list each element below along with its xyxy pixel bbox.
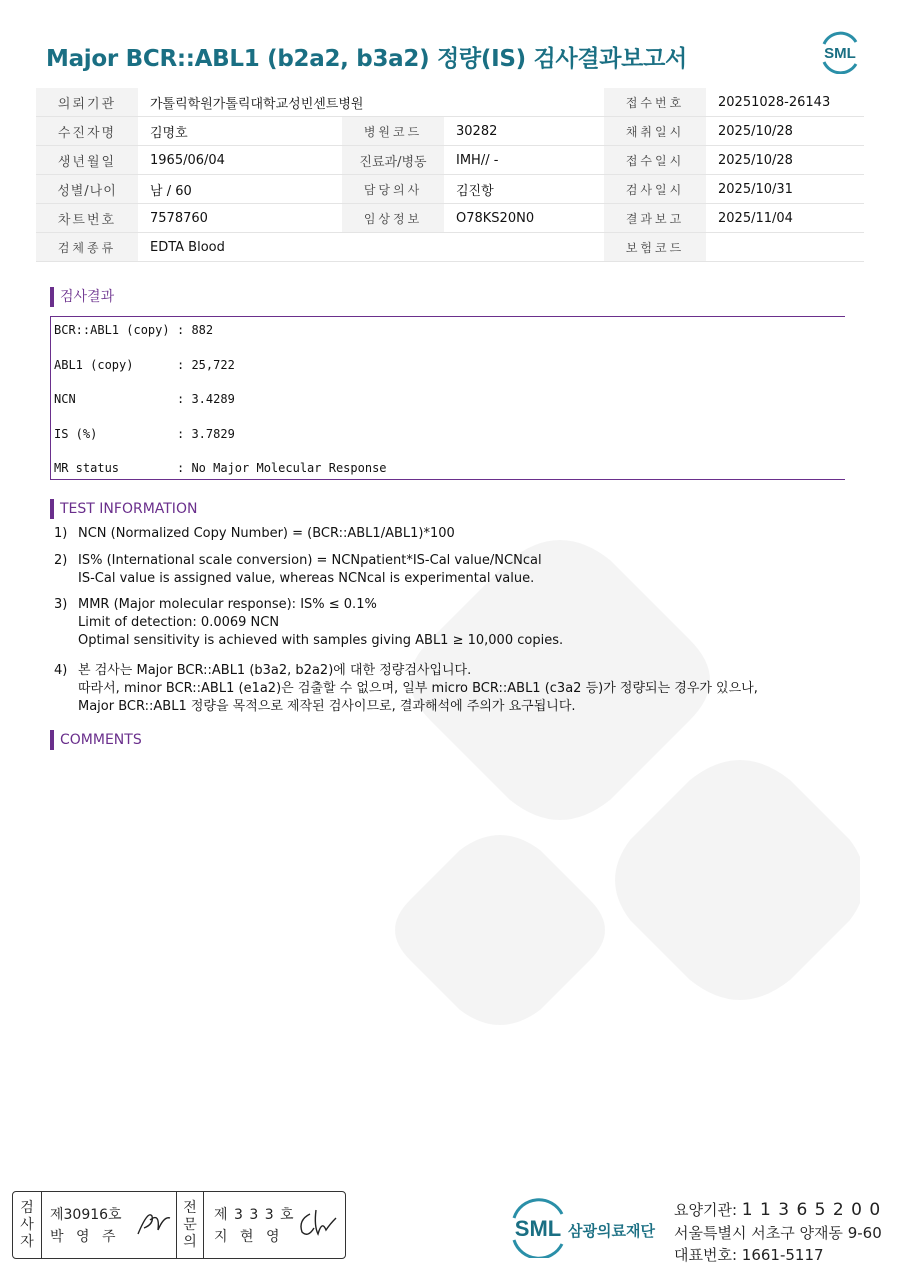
patient-info-table (36, 88, 864, 262)
info-row (36, 146, 864, 175)
label-hospital-code: 병원코드 (342, 117, 444, 146)
label-requesting-institution: 의뢰기관 (36, 88, 138, 117)
info-row (36, 88, 864, 117)
footer-phone (674, 1244, 824, 1265)
item-line: MMR (Major molecular response): IS% ≤ 0.1% (78, 597, 377, 612)
item-line: NCN (Normalized Copy Number) = (BCR::ABL1/ABL1)*100 (78, 526, 455, 541)
sml-logo (816, 30, 864, 74)
result-row (54, 461, 387, 475)
birth-date: 1965/06/04 (138, 146, 342, 175)
result-label: NCN (54, 392, 76, 406)
item-number: 1) (54, 526, 68, 541)
role-char: 전 (183, 1199, 197, 1216)
sml-logo-text: SML (824, 45, 856, 62)
label-report-date: 결과보고 (604, 204, 706, 233)
specialist-name: 지 현 영 (214, 1229, 284, 1245)
info-row (36, 117, 864, 146)
patient-name: 김명호 (138, 117, 342, 146)
requesting-institution: 가톨릭학원가톨릭대학교성빈센트병원 (138, 88, 604, 117)
label-sex-age: 성별/나이 (36, 175, 138, 204)
item-number: 3) (54, 597, 68, 612)
label-receipt-date: 접수일시 (604, 146, 706, 175)
chart-number: 7578760 (138, 204, 342, 233)
section-heading-comments: COMMENTS (50, 730, 142, 750)
result-label: ABL1 (copy) (54, 358, 134, 372)
result-row (54, 323, 214, 337)
role-char: 검 (20, 1199, 34, 1216)
result-value: : 25,722 (177, 358, 235, 372)
label-chart-number: 차트번호 (36, 204, 138, 233)
clinical-info: O78KS20N0 (444, 204, 604, 233)
section-heading-results: 검사결과 (50, 287, 114, 307)
info-row (36, 175, 864, 204)
receipt-date: 2025/10/28 (706, 146, 864, 175)
signature-box (12, 1191, 346, 1259)
test-date: 2025/10/31 (706, 175, 864, 204)
result-row (54, 427, 235, 441)
role-char: 문 (183, 1216, 197, 1233)
info-row (36, 233, 864, 262)
item-line: Limit of detection: 0.0069 NCN (78, 615, 280, 630)
result-label: BCR::ABL1 (copy) (54, 323, 170, 337)
label-clinical-info: 임상정보 (342, 204, 444, 233)
footer-org-name: 삼광의료재단 (568, 1222, 655, 1240)
label-birth-date: 생년월일 (36, 146, 138, 175)
result-label: IS (%) (54, 427, 98, 441)
label-receipt-number: 접수번호 (604, 88, 706, 117)
info-row (36, 204, 864, 233)
footer-logo-text: SML (514, 1216, 562, 1241)
insurance-code (706, 233, 864, 262)
label-attending-doctor: 담당의사 (342, 175, 444, 204)
item-line: Optimal sensitivity is achieved with samples giving ABL1 ≥ 10,000 copies. (78, 633, 564, 648)
footer-sml-logo (508, 1198, 668, 1258)
role-char: 자 (20, 1233, 34, 1250)
result-value: : 882 (177, 323, 214, 337)
examiner-signature-cell (42, 1192, 177, 1258)
phone-label: 대표번호: (674, 1246, 738, 1264)
result-row (54, 392, 235, 406)
receipt-number: 20251028-26143 (706, 88, 864, 117)
footer-institution-code (674, 1199, 881, 1220)
result-row (54, 358, 235, 372)
item-number: 4) (54, 663, 68, 678)
examiner-signature (134, 1206, 174, 1240)
footer-address: 서울특별시 서초구 양재동 9-60 (674, 1224, 882, 1242)
department: IMH// - (444, 146, 604, 175)
role-char: 의 (183, 1233, 197, 1250)
label-patient-name: 수진자명 (36, 117, 138, 146)
result-label: MR status (54, 461, 120, 475)
report-title: Major BCR::ABL1 (b2a2, b3a2) 정량(IS) 검사결과보고서 (46, 46, 687, 72)
collection-date: 2025/10/28 (706, 117, 864, 146)
examiner-license: 제30916호 (50, 1207, 122, 1223)
role-specialist (177, 1192, 204, 1258)
item-line: IS% (International scale conversion) = NCNpatient*IS-Cal value/NCNcal (78, 553, 542, 568)
label-insurance-code: 보험코드 (604, 233, 706, 262)
label-specimen-type: 검체종류 (36, 233, 138, 262)
report-date: 2025/11/04 (706, 204, 864, 233)
item-line: 따라서, minor BCR::ABL1 (e1a2)은 검출할 수 없으며, 일부 micro BCR::ABL1 (c3a2 등)가 정량되는 경우가 있으나, (78, 681, 758, 696)
specimen-type: EDTA Blood (138, 233, 604, 262)
specialist-signature-cell (204, 1192, 344, 1258)
label-test-date: 검사일시 (604, 175, 706, 204)
section-heading-test-info: TEST INFORMATION (50, 499, 197, 519)
institution-code-label: 요양기관: (674, 1201, 738, 1219)
item-line: IS-Cal value is assigned value, whereas NCNcal is experimental value. (78, 571, 535, 586)
examiner-name: 박 영 주 (50, 1229, 120, 1245)
results-box (50, 316, 845, 480)
result-value: : 3.7829 (177, 427, 235, 441)
hospital-code: 30282 (444, 117, 604, 146)
role-char: 사 (20, 1216, 34, 1233)
item-number: 2) (54, 553, 68, 568)
specialist-license: 제 3 3 3 호 (214, 1207, 295, 1223)
role-examiner (13, 1192, 42, 1258)
label-department: 진료과/병동 (342, 146, 444, 175)
institution-code: 1 1 3 6 5 2 0 0 (741, 1200, 882, 1220)
result-value: : No Major Molecular Response (177, 461, 387, 475)
attending-doctor: 김진항 (444, 175, 604, 204)
item-line: Major BCR::ABL1 정량을 목적으로 제작된 검사이므로, 결과해석에 주의가 요구됩니다. (78, 699, 576, 714)
item-line: 본 검사는 Major BCR::ABL1 (b3a2, b2a2)에 대한 정량검사입니다. (78, 663, 472, 678)
result-value: : 3.4289 (177, 392, 235, 406)
specialist-signature (296, 1206, 340, 1240)
phone-number: 1661-5117 (741, 1246, 824, 1264)
label-collection-date: 채취일시 (604, 117, 706, 146)
sex-age: 남 / 60 (138, 175, 342, 204)
